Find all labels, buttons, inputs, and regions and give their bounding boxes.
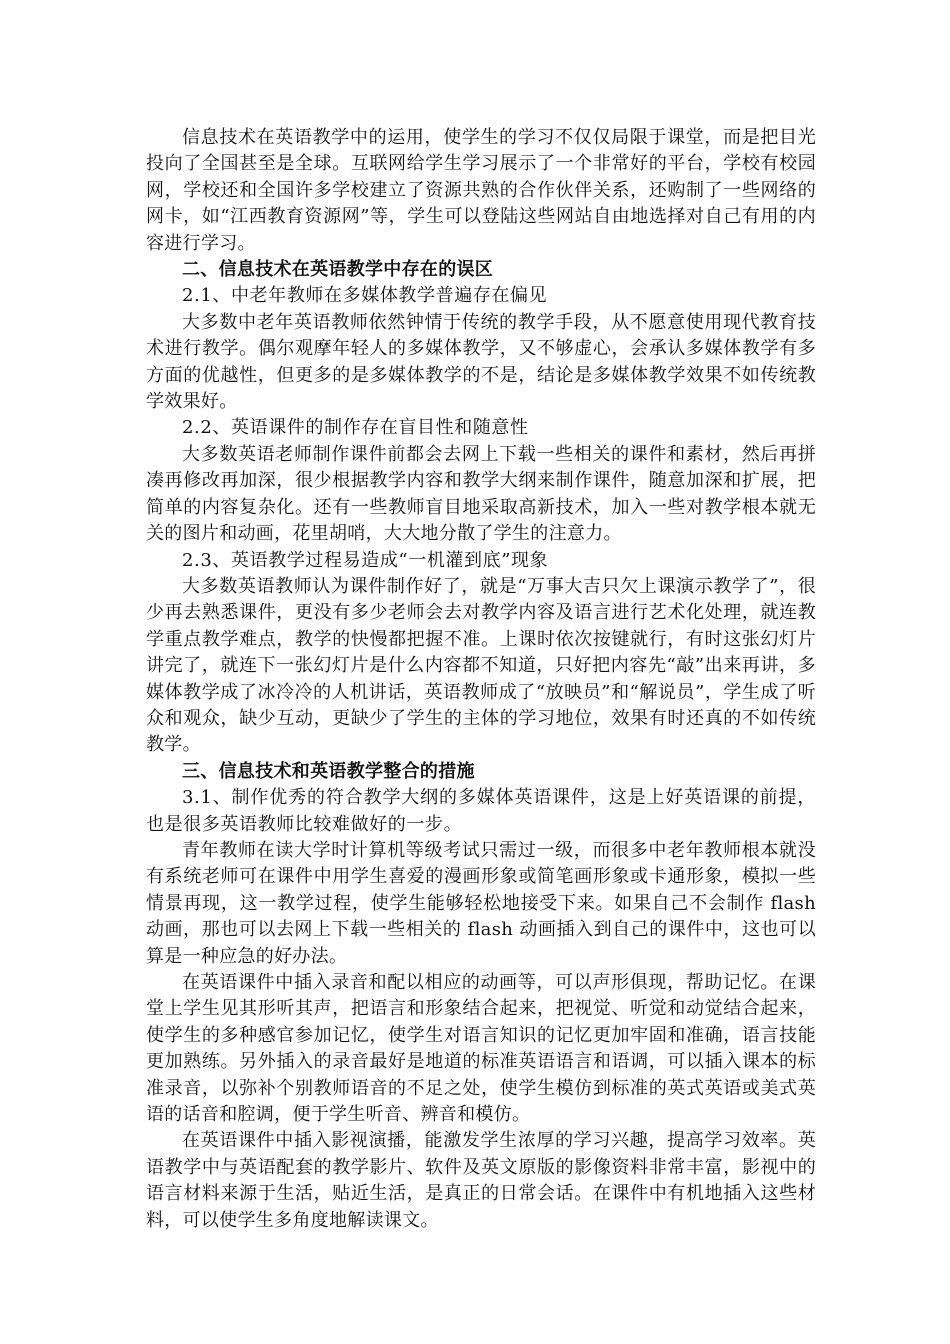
intro-paragraph: 信息技术在英语教学中的运用，使学生的学习不仅仅局限于课堂，而是把目光投向了全国甚至是全球。互联网给学生学习展示了一个非常好的平台，学校有校园网，学校还和全国许多学校建立了资源共熟的合作伙伴关系，还购制了一些网络的网卡，如“江西教育资源网”等，学生可以登陆这些网站自由地选择对自己有用的内容进行学习。 — [146, 127, 816, 254]
paragraph-2-3: 大多数英语教师认为课件制作好了，就是“万事大吉只欠上课演示教学了”，很少再去熟悉课件，更没有多少老师会去对教学内容及语言进行艺术化处理，就连教学重点教学难点，教学的快慢都把握不准。上课时依次按键就行，有时这张幻灯片讲完了，就连下一张幻灯片是什么内容都不知道，只好把内容先“敲”出来再讲，多媒体教学成了冰冷冷的人机讲话，英语教师成了“放映员”和“解说员”，学生成了听众和观众，缺少互动，更缺少了学生的主体的学习地位，效果有时还真的不如传统教学。 — [146, 575, 816, 756]
paragraph-3-1-c: 在英语课件中插入影视演播，能激发学生浓厚的学习兴趣，提高学习效率。英语教学中与英语配套的教学影片、软件及英文原版的影像资料非常丰富，影视中的语言材料来源于生活，贴近生活，是真正的日常会话。在课件中有机地插入这些材料，可以使学生多角度地解读课文。 — [146, 1130, 816, 1231]
section-heading-3: 三、信息技术和英语教学整合的措施 — [182, 760, 475, 782]
paragraph-3-1-b: 在英语课件中插入录音和配以相应的动画等，可以声形俱现，帮助记忆。在课堂上学生见其形听其声，把语言和形象结合起来，把视觉、听觉和动觉结合起来，使学生的多种感官参加记忆，使学生对语言知识的记忆更加牢固和准确，语言技能更加熟练。另外插入的录音最好是地道的标准英语语言和语调，可以插入课本的标准录音，以弥补个别教师语音的不足之处，使学生模仿到标准的英式英语或美式英语的话音和腔调，便于学生听音、辨音和模仿。 — [146, 972, 816, 1126]
paragraph-2-2: 大多数英语老师制作课件前都会去网上下载一些相关的课件和素材，然后再拼凑再修改再加深，很少根据教学内容和教学大纲来制作课件，随意加深和扩展，把简单的内容复杂化。还有一些教师盲目地采取高新技术，加入一些对教学根本就无关的图片和动画，花里胡哨，大大地分散了学生的注意力。 — [146, 443, 816, 545]
subsection-heading-2-2: 2.2、英语课件的制作存在盲目性和随意性 — [182, 417, 529, 439]
document-body — [146, 125, 816, 1234]
subsection-heading-3-1: 3.1、制作优秀的符合教学大纲的多媒体英语课件，这是上好英语课的前提，也是很多英语教师比较难做好的一步。 — [146, 787, 816, 835]
paragraph-3-1-a: 青年教师在读大学时计算机等级考试只需过一级，而很多中老年教师根本就没有系统老师可在课件中用学生喜爱的漫画形象或简笔画形象或卡通形象，模拟一些情景再现，这一教学过程，使学生能够轻松地接受下来。如果自己不会制作 flash 动画，那也可以去网上下载一些相关的 flash 动画插入到自己的课件中，这也可以算是一种应急的好办法。 — [146, 839, 816, 967]
subsection-heading-2-1: 2.1、中老年教师在多媒体教学普遍存在偏见 — [182, 285, 548, 307]
subsection-heading-2-3: 2.3、英语教学过程易造成“一机灌到底”现象 — [182, 549, 549, 571]
section-heading-2: 二、信息技术在英语教学中存在的误区 — [182, 259, 494, 281]
paragraph-2-1: 大多数中老年英语教师依然钟情于传统的教学手段，从不愿意使用现代教育技术进行教学。偶尔观摩年轻人的多媒体教学，又不够虚心，会承认多媒体教学有多方面的优越性，但更多的是多媒体教学的不是，结论是多媒体教学效果不如传统教学效果好。 — [146, 311, 816, 413]
